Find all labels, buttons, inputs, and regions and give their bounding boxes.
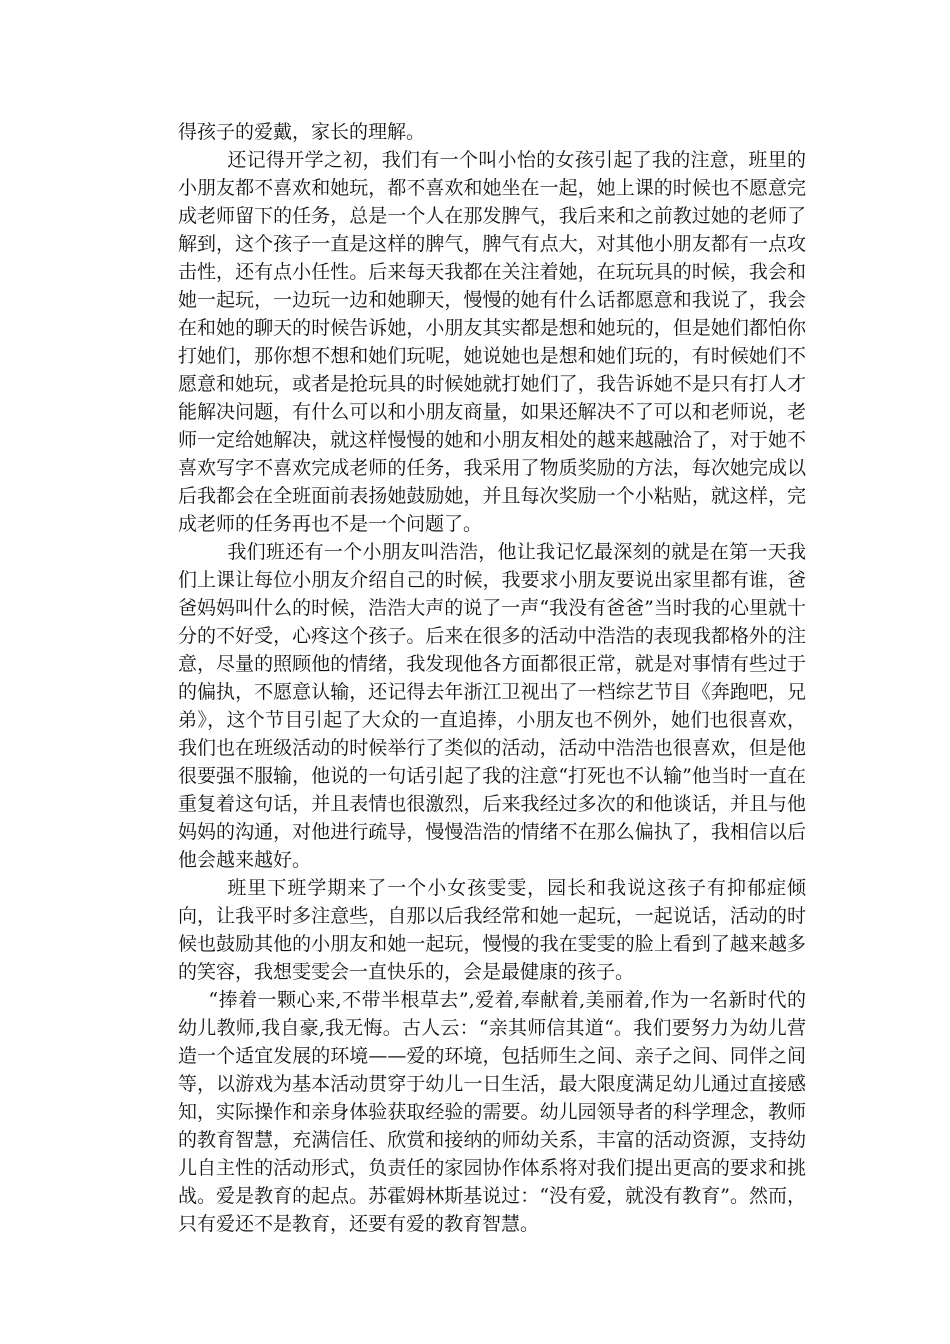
- paragraph-haohao: 我们班还有一个小朋友叫浩浩，他让我记忆最深刻的就是在第一天我们上课让每位小朋友介绍自己的时候，我要求小朋友要说出家里都有谁，爸爸妈妈叫什么的时候，浩浩大声的说了一声“我没有爸爸”当时我的心里就十分的不好受，心疼这个孩子。后来在很多的活动中浩浩的表现我都格外的注意，尽量的照顾他的情绪，我发现他各方面都很正常，就是对事情有些过于的偏执，不愿意认输，还记得去年浙江卫视出了一档综艺节目《奔跑吧，兄弟》，这个节目引起了大众的一直追捧，小朋友也不例外，她们也很喜欢，我们也在班级活动的时候举行了类似的活动，活动中浩浩也很喜欢，但是他很要强不服输，他说的一句话引起了我的注意“打死也不认输”他当时一直在重复着这句话，并且表情也很激烈，后来我经过多次的和他谈话，并且与他妈妈的沟通，对他进行疏导，慢慢浩浩的情绪不在那么偏执了，我相信以后他会越来越好。: [178, 541, 806, 871]
- document-page: [178, 118, 806, 1238]
- paragraph-xiaoyi: 还记得开学之初，我们有一个叫小怡的女孩引起了我的注意，班里的小朋友都不喜欢和她玩，都不喜欢和她坐在一起，她上课的时候也不愿意完成老师留下的任务，总是一个人在那发脾气，我后来和之前教过她的老师了解到，这个孩子一直是这样的脾气，脾气有点大，对其他小朋友都有一点攻击性，还有点小任性。后来每天我都在关注着她，在玩玩具的时候，我会和她一起玩，一边玩一边和她聊天，慢慢的她有什么话都愿意和我说了，我会在和她的聊天的时候告诉她，小朋友其实都是想和她玩的，但是她们都怕你打她们，那你想不想和她们玩呢，她说她也是想和她们玩的，有时候她们不愿意和她玩，或者是抢玩具的时候她就打她们了，我告诉她不是只有打人才能解决问题，有什么可以和小朋友商量，如果还解决不了可以和老师说，老师一定给她解决，就这样慢慢的她和小朋友相处的越来越融洽了，对于她不喜欢写字不喜欢完成老师的任务，我采用了物质奖励的方法，每次她完成以后我都会在全班面前表扬她鼓励她，并且每次奖励一个小粘贴，就这样，完成老师的任务再也不是一个问题了。: [178, 149, 806, 535]
- paragraph-conclusion: “捧着一颗心来,不带半根草去”,爱着,奉献着,美丽着,作为一名新时代的幼儿教师,我自豪,我无悔。古人云：“亲其师信其道“。我们要努力为幼儿营造一个适宜发展的环境——爱的环境，包括师生之间、亲子之间、同伴之间等，以游戏为基本活动贯穿于幼儿一日生活，最大限度满足幼儿通过直接感知，实际操作和亲身体验获取经验的需要。幼儿园领导者的科学理念，教师的教育智慧，充满信任、欣赏和接纳的师幼关系，丰富的活动资源，支持幼儿自主性的活动形式，负责任的家园协作体系将对我们提出更高的要求和挑战。爱是教育的起点。苏霍姆林斯基说过：“没有爱，就没有教育”。然而，只有爱还不是教育，还要有爱的教育智慧。: [178, 989, 806, 1235]
- paragraph-wenwen: 班里下班学期来了一个小女孩雯雯，园长和我说这孩子有抑郁症倾向，让我平时多注意些，自那以后我经常和她一起玩，一起说话，活动的时候也鼓励其他的小朋友和她一起玩，慢慢的我在雯雯的脸上看到了越来越多的笑容，我想雯雯会一直快乐的，会是最健康的孩子。: [178, 877, 806, 983]
- paragraph-continuation: 得孩子的爱戴，家长的理解。: [178, 121, 426, 143]
